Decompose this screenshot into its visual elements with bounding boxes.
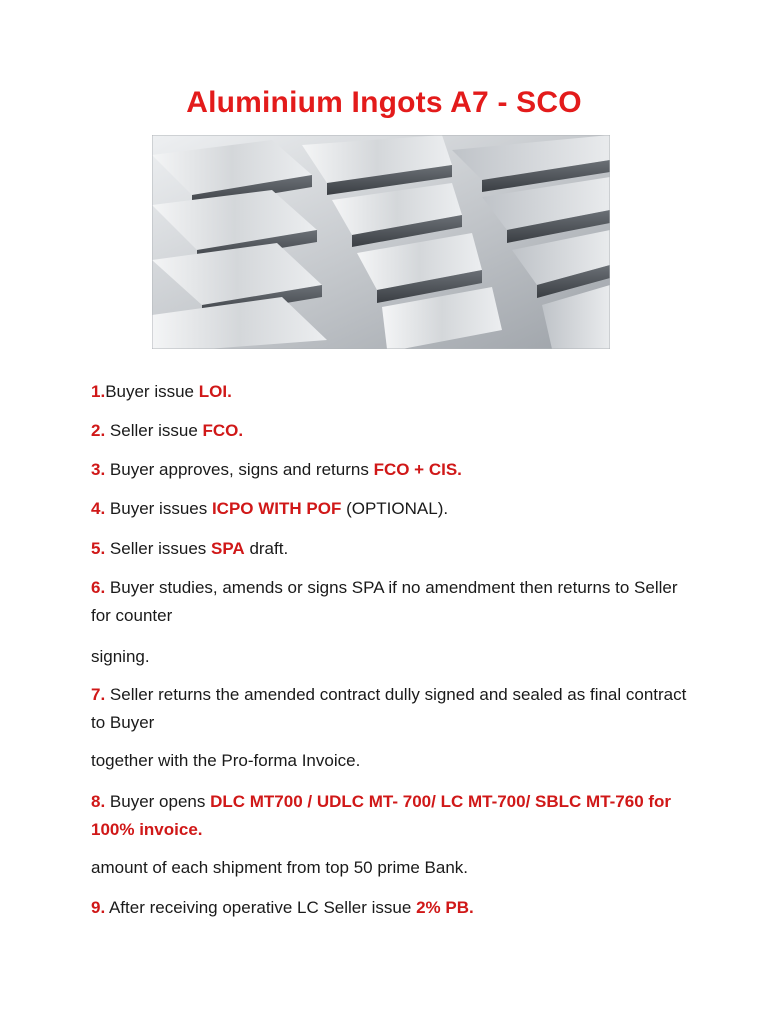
step-number: 7. bbox=[91, 685, 106, 704]
step-highlight: LOI. bbox=[198, 382, 232, 401]
step-text: Buyer approves, signs and returns bbox=[105, 460, 374, 479]
aluminium-bars-photo bbox=[152, 135, 610, 349]
step-number: 9. bbox=[91, 898, 106, 917]
step-3 bbox=[91, 456, 691, 484]
step-7-continuation: together with the Pro-forma Invoice. bbox=[91, 751, 361, 770]
step-highlight: 2% PB. bbox=[416, 898, 474, 917]
step-highlight: FCO. bbox=[202, 421, 244, 440]
step-8 bbox=[91, 788, 691, 844]
step-6 bbox=[91, 574, 691, 630]
step-text: Seller issues bbox=[105, 539, 212, 558]
step-5 bbox=[91, 535, 691, 563]
step-highlight: ICPO WITH POF bbox=[211, 499, 342, 518]
step-number: 3. bbox=[91, 460, 106, 479]
step-9 bbox=[91, 894, 691, 922]
step-4 bbox=[91, 495, 691, 523]
step-text: Buyer opens bbox=[105, 792, 211, 811]
step-highlight: SPA bbox=[211, 539, 245, 558]
step-text-tail: draft. bbox=[244, 539, 289, 558]
step-number: 8. bbox=[91, 792, 106, 811]
step-text-tail: (OPTIONAL). bbox=[341, 499, 449, 518]
step-text: Buyer issue bbox=[105, 382, 199, 401]
step-number: 2. bbox=[91, 421, 106, 440]
step-6-continuation: signing. bbox=[91, 647, 150, 666]
step-text: After receiving operative LC Seller issue bbox=[105, 898, 417, 917]
step-number: 6. bbox=[91, 578, 106, 597]
step-number: 5. bbox=[91, 539, 106, 558]
step-highlight: DLC MT700 / UDLC MT- 700/ LC MT-700/ SBLC MT-760 for 100% invoice. bbox=[91, 792, 672, 839]
step-highlight: FCO + CIS. bbox=[373, 460, 462, 479]
page-title: Aluminium Ingots A7 - SCO bbox=[186, 86, 582, 119]
step-2 bbox=[91, 417, 691, 445]
step-text: Buyer studies, amends or signs SPA if no amendment then returns to Seller for counter bbox=[91, 578, 678, 625]
step-text: Seller issue bbox=[105, 421, 203, 440]
step-text: Seller returns the amended contract dully signed and sealed as final contract to Buyer bbox=[91, 685, 687, 732]
step-text: Buyer issues bbox=[105, 499, 212, 518]
step-8-continuation: amount of each shipment from top 50 prime Bank. bbox=[91, 858, 469, 877]
step-1 bbox=[91, 378, 691, 406]
step-number: 4. bbox=[91, 499, 106, 518]
step-7 bbox=[91, 681, 691, 737]
step-number: 1. bbox=[91, 382, 106, 401]
